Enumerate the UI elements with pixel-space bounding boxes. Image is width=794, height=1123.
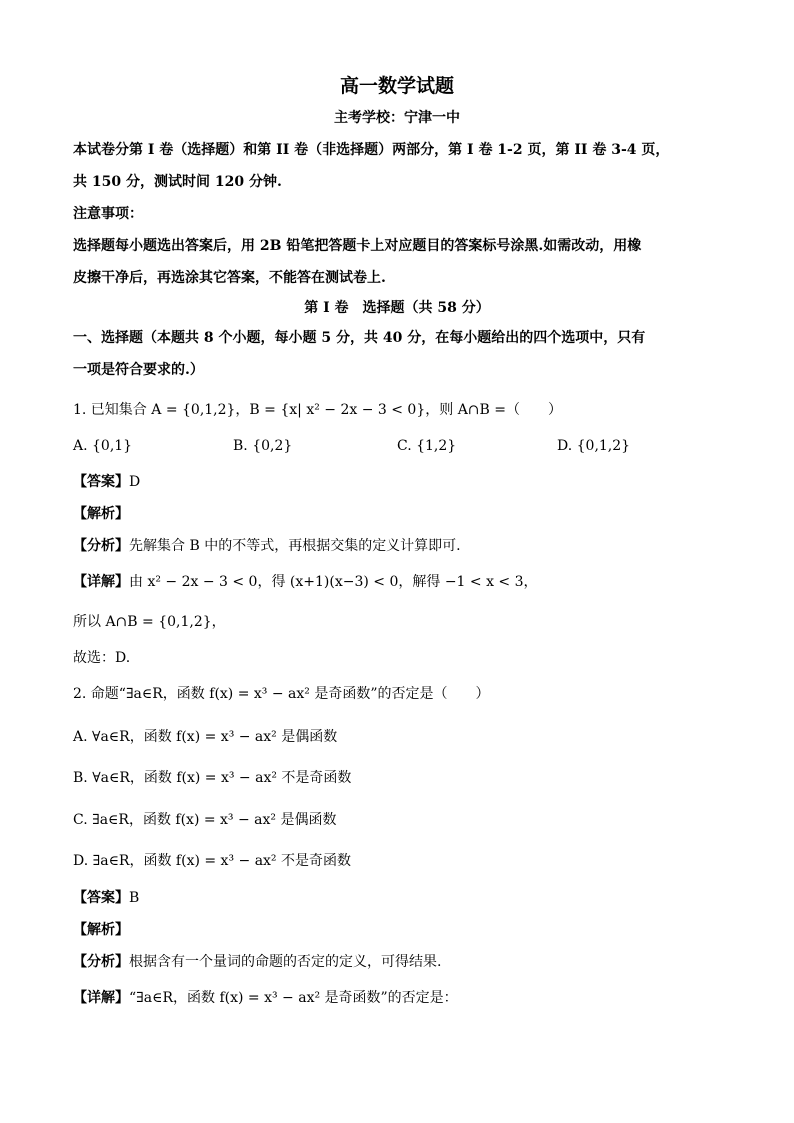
q1-answer-tag: 【答案】 xyxy=(73,474,129,490)
q1-choose: 故选：D. xyxy=(73,650,131,666)
q2-xiangjie: “∃a∈R，函数 f(x) = x³ − ax² 是奇函数”的否定是： xyxy=(129,990,458,1006)
page-title: 高一数学试题 xyxy=(339,75,454,97)
q2-analysis-tag: 【解析】 xyxy=(73,922,129,938)
q2-option-c: C. ∃a∈R，函数 f(x) = x³ − ax² 是偶函数 xyxy=(73,812,337,828)
q1-xiangjie: 由 x² − 2x − 3 < 0，得 (x+1)(x−3) < 0，解得 −1 < x < 3， xyxy=(129,574,538,590)
q1-stem: 1. 已知集合 A = {0,1,2}，B = {x| x² − 2x − 3 < 0}，则 A∩B =（ ） xyxy=(73,402,563,418)
q1-option-b: B. {0,2} xyxy=(233,438,293,454)
q1-fenxi: 先解集合 B 中的不等式，再根据交集的定义计算即可. xyxy=(129,538,461,554)
part1-line-1: 一、选择题（本题共 8 个小题，每小题 5 分，共 40 分，在每小题给出的四个选项中，只有 xyxy=(73,330,646,346)
q1-fenxi-tag: 【分析】 xyxy=(73,538,129,554)
q1-so: 所以 A∩B = {0,1,2}， xyxy=(73,614,226,630)
intro-line-2: 共 150 分，测试时间 120 分钟. xyxy=(73,174,282,190)
q2-fenxi-tag: 【分析】 xyxy=(73,954,129,970)
q2-option-d: D. ∃a∈R，函数 f(x) = x³ − ax² 不是奇函数 xyxy=(73,853,351,869)
q2-fenxi-line xyxy=(73,952,734,972)
q2-stem: 2. 命题“∃a∈R，函数 f(x) = x³ − ax² 是奇函数”的否定是（ ） xyxy=(73,686,490,702)
q2-xiangjie-tag: 【详解】 xyxy=(73,990,129,1006)
q2-xiangjie-line xyxy=(73,988,734,1008)
q2-answer: B xyxy=(129,890,140,906)
q1-xiangjie-line xyxy=(73,572,734,592)
q2-fenxi: 根据含有一个量词的命题的否定的定义，可得结果. xyxy=(129,954,442,970)
q2-answer-line xyxy=(73,888,734,908)
q1-option-d: D. {0,1,2} xyxy=(557,438,631,454)
q1-analysis-tag: 【解析】 xyxy=(73,506,129,522)
q2-option-b: B. ∀a∈R，函数 f(x) = x³ − ax² 不是奇函数 xyxy=(73,770,352,786)
q2-answer-tag: 【答案】 xyxy=(73,890,129,906)
q1-xiangjie-tag: 【详解】 xyxy=(73,574,129,590)
notice-title: 注意事项： xyxy=(73,206,143,222)
q1-option-a: A. {0,1} xyxy=(73,438,133,454)
part1-line-2: 一项是符合要求的.） xyxy=(73,362,204,378)
notice-line-1: 选择题每小题选出答案后，用 2B 铅笔把答题卡上对应题目的答案标号涂黑.如需改动，用橡 xyxy=(73,238,642,254)
q1-option-c: C. {1,2} xyxy=(397,438,457,454)
q1-answer-line xyxy=(73,472,734,492)
q1-answer: D xyxy=(129,474,141,490)
section-heading: 第 I 卷 选择题（共 58 分） xyxy=(304,300,490,316)
host-school: 主考学校：宁津一中 xyxy=(334,110,460,126)
intro-line-1: 本试卷分第 I 卷（选择题）和第 II 卷（非选择题）两部分，第 I 卷 1-2 页，第 II 卷 3-4 页， xyxy=(73,142,670,158)
q2-option-a: A. ∀a∈R，函数 f(x) = x³ − ax² 是偶函数 xyxy=(73,729,338,745)
notice-line-2: 皮擦干净后，再选涂其它答案，不能答在测试卷上. xyxy=(73,270,386,286)
q1-fenxi-line xyxy=(73,536,734,556)
